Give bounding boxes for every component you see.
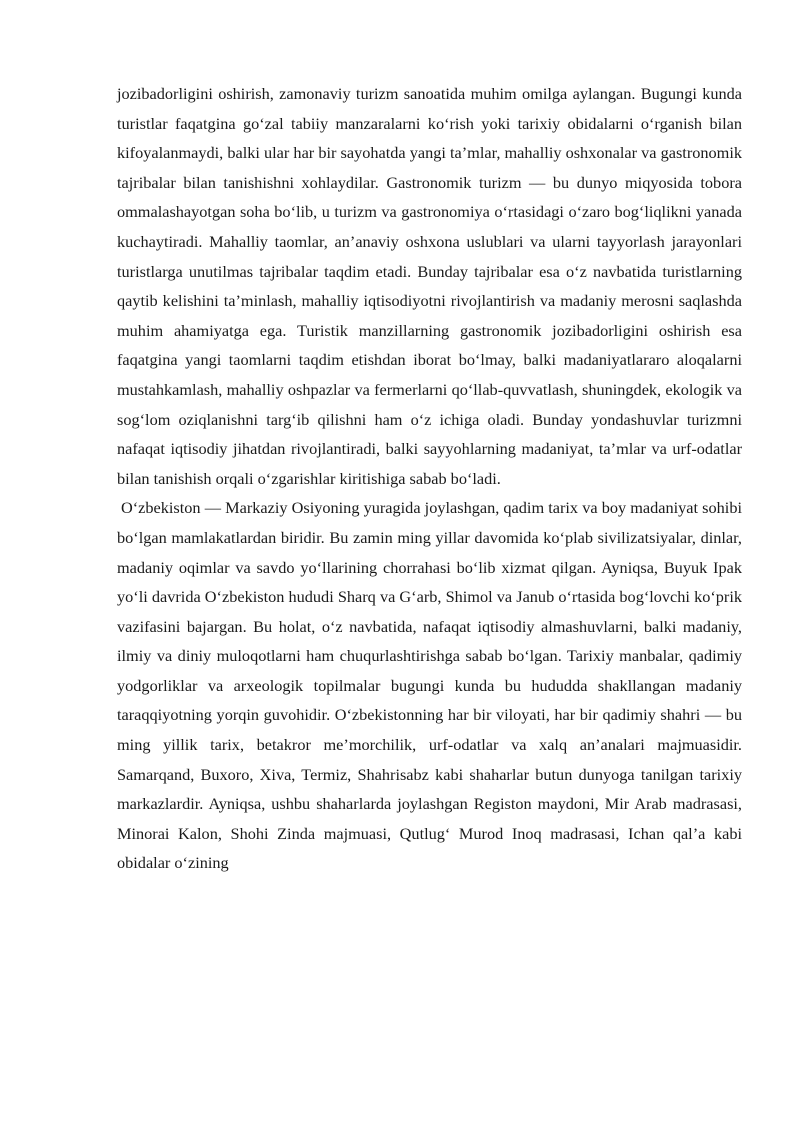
paragraph-2: O‘zbekiston — Markaziy Osiyoning yuragida joylashgan, qadim tarix va boy madaniyat sohibi bo‘lgan mamlakatlardan biridir. Bu zamin ming yillar davomida ko‘plab sivilizatsiyalar, dinlar, madaniy oqimlar va savdo yo‘llarining chorrahasi bo‘lib xizmat qilgan. Ayniqsa, Buyuk Ipak yo‘li davrida O‘zbekiston hududi Sharq va G‘arb, Shimol va Janub o‘rtasida bog‘lovchi ko‘prik vazifasini bajargan. Bu holat, o‘z navbatida, nafaqat iqtisodiy almashuvlarni, balki madaniy, ilmiy va diniy muloqotlarni ham chuqurlashtirishga sabab bo‘lgan. Tarixiy manbalar, qadimiy yodgorliklar va arxeologik topilmalar bugungi kunda bu hududda shakllangan madaniy taraqqiyotning yorqin guvohidir. O‘zbekistonning har bir viloyati, har bir qadimiy shahri — bu ming yillik tarix, betakror me’morchilik, urf-odatlar va xalq an’analari majmuasidir. Samarqand, Buxoro, Xiva, Termiz, Shahrisabz kabi shaharlar butun dunyoga tanilgan tarixiy markazlardir. Ayniqsa, ushbu shaharlarda joylashgan Registon maydoni, Mir Arab madrasasi, Minorai Kalon, Shohi Zinda majmuasi, Qutlug‘ Murod Inoq madrasasi, Ichan qal’a kabi obidalar o‘zining — [117, 498, 742, 873]
document-body — [117, 79, 742, 878]
paragraph-1: jozibadorligini oshirish, zamonaviy turizm sanoatida muhim omilga aylangan. Bugungi kunda turistlar faqatgina go‘zal tabiiy manzaralarni ko‘rish yoki tarixiy obidalarni o‘rganish bilan kifoyalanmaydi, balki ular har bir sayohatda yangi ta’mlar, mahalliy oshxonalar va gastronomik tajribalar bilan tanishishni xohlaydilar. Gastronomik turizm — bu dunyo miqyosida tobora ommalashayotgan soha bo‘lib, u turizm va gastronomiya o‘rtasidagi o‘zaro bog‘liqlikni yanada kuchaytiradi. Mahalliy taomlar, an’anaviy oshxona uslublari va ularni tayyorlash jarayonlari turistlarga unutilmas tajribalar taqdim etadi. Bunday tajribalar esa o‘z navbatida turistlarning qaytib kelishini ta’minlash, mahalliy iqtisodiyotni rivojlantirish va madaniy merosni saqlashda muhim ahamiyatga ega. Turistik manzillarning gastronomik jozibadorligini oshirish esa faqatgina yangi taomlarni taqdim etishdan iborat bo‘lmay, balki madaniyatlararo aloqalarni mustahkamlash, mahalliy oshpazlar va fermerlarni qo‘llab-quvvatlash, shuningdek, ekologik va sog‘lom oziqlanishni targ‘ib qilishni ham o‘z ichiga oladi. Bunday yondashuvlar turizmni nafaqat iqtisodiy jihatdan rivojlantiradi, balki sayyohlarning madaniyat, ta’mlar va urf-odatlar bilan tanishish orqali o‘zgarishlar kiritishiga sabab bo‘ladi. — [117, 84, 742, 488]
